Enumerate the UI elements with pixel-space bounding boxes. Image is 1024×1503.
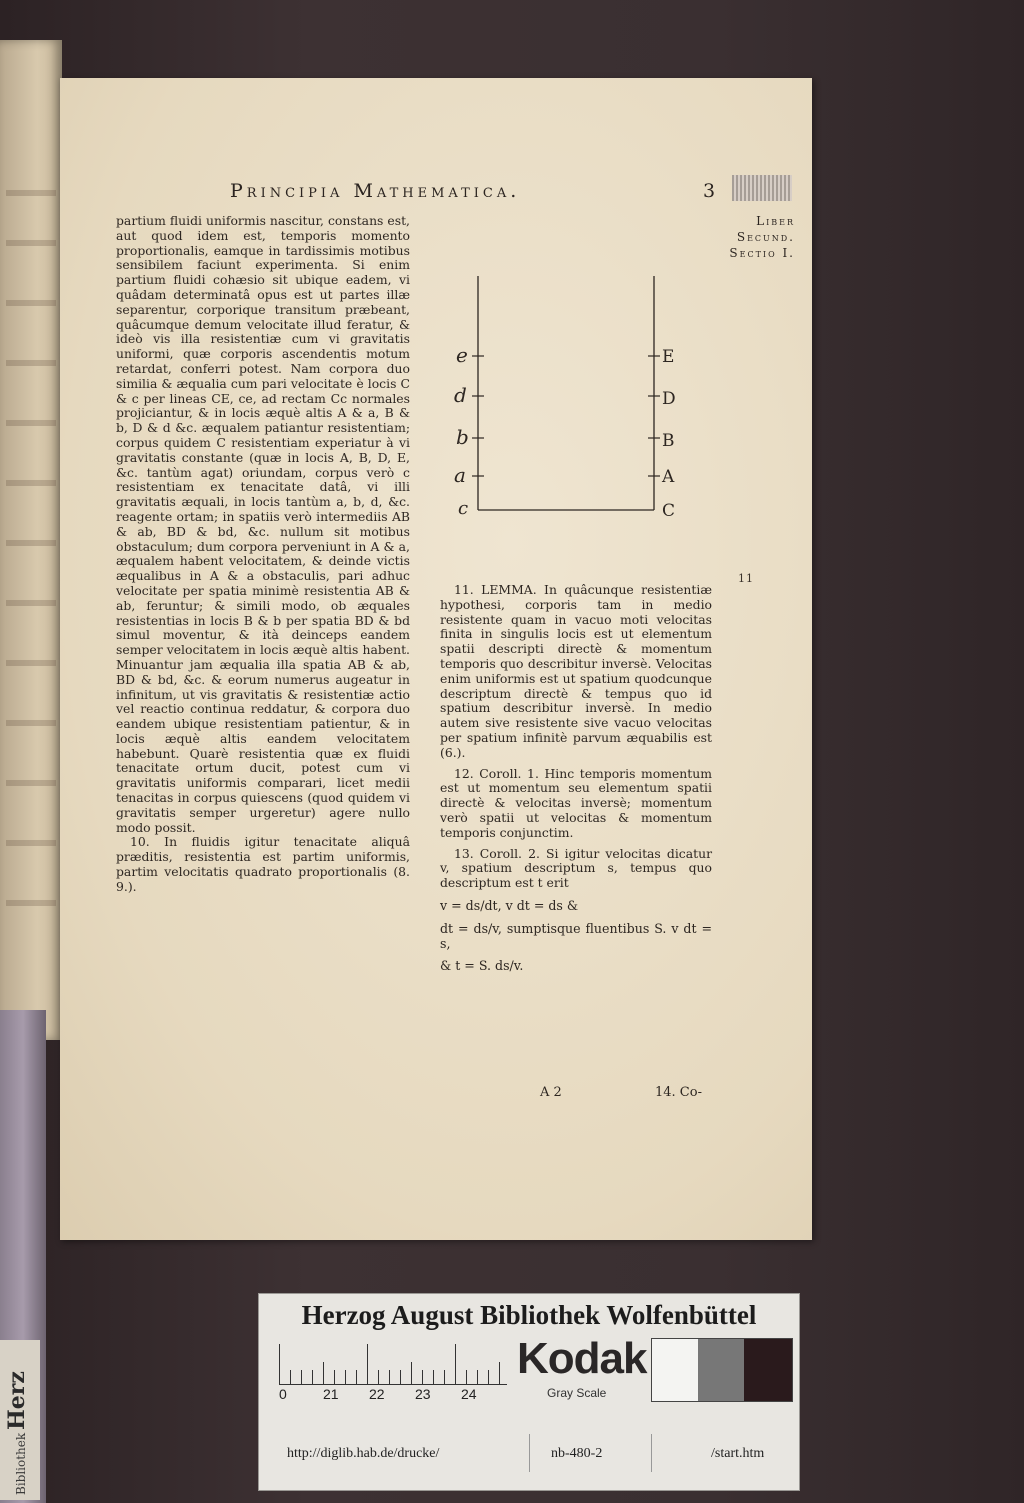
library-title: Herzog August Bibliothek Wolfenbüttel — [301, 1300, 757, 1330]
page-number: 3 — [703, 180, 716, 202]
url-left: http://diglib.hab.de/drucke/ — [287, 1446, 440, 1461]
paragraph-9: partium fluidi uniformis nascitur, constans est, aut quod idem est, temporis momento proportionalis, eamque in tardissimis motibus sensibilem faciunt experimenta. Si enim partium fluidi cohæsio sit ubique eadem, vi quâdam determinatâ opus est ut partes illæ separentur, corporique transitum præbeant, quâcumque demum velocitate illud feratur, & ideò vis illa resistentiæ cum vi gravitatis uniformi, quæ corporis ascendentis motum retardat, conferri potest. Nam corpora duo similia & æqualia cum pari velocitate è locis C & c per lineas CE, ce, ad rectam Cc normales projiciantur, & in locis æquè altis A & a, B & b, D & d &c. æqualem patiantur resistentiam; corpus quidem C resistentiam experiatur à vi gravitatis constante (quæ in locis A, B, D, E, &c. tantùm agat) oriundam, corpus verò c resistentiam ex tenacitate datâ, vi illi gravitatis æquali, in locis tantùm a, b, d, &c. reagente ortam; in spatiis verò intermediis AB & ab, BD & bd, &c. nullum sit motibus obstaculum; dum corpora perveniunt in A & a, æqualem habent velocitatem, & deinde victis æqualibus in A & a obstaculis, pari adhuc velocitate per spatia minimè resistentia AB & ab, feruntur; & simili modo, ob æquales resistentias in locis B & b per spatia BD & bd simul moventur, & ità deinceps eandem semper velocitatem in locis æquè altis habent. Minuantur jam æqualia illa spatia AB & ab, BD & bd, &c. & eorum numerus augeatur in infinitum, ut vis gravitatis & resistentiæ actio vel reactio continua reddatur, & corpora duo eandem ubique resistentiam patientur, & in locis æquè altis eandem velocitatem habebunt. Quarè resistentia quæ ex fluidi tenacitate ortum ducit, potest cum vi gravitatis uniformis comparari, licet medii tenacitas in corpus quiescens (quod quidem vi gravitatis semper urgeretur) agere nullo modo possit. — [116, 213, 410, 835]
margin-head — [700, 213, 795, 261]
right-text-column — [440, 583, 712, 982]
margin-head-book: Liber — [756, 214, 795, 228]
margin-head-secund: Secund. — [736, 230, 795, 244]
corollary-13: 13. Coroll. 2. Si igitur velocitas dicatur v, spatium descriptum s, tempus quo descriptum est t erit — [440, 845, 712, 891]
equation-1: v = ds/dt, v dt = ds & — [440, 897, 579, 913]
strip-divider — [529, 1434, 530, 1472]
side-number: 11 — [738, 572, 754, 585]
left-text-column — [116, 214, 410, 895]
label-A: A — [662, 467, 675, 487]
margin-head-section: Sectio I. — [729, 246, 795, 260]
label-E: E — [662, 347, 675, 367]
url-mid: nb-480-2 — [551, 1446, 603, 1461]
resistance-diagram — [440, 268, 700, 528]
url-right: /start.htm — [711, 1446, 765, 1461]
ruler-label-24: 24 — [461, 1386, 477, 1402]
label-C: C — [662, 501, 676, 521]
label-B: B — [662, 431, 675, 451]
ruler-label-23: 23 — [415, 1386, 431, 1402]
label-c: c — [458, 498, 469, 519]
spine-subtext: Bibliothek — [14, 1432, 28, 1495]
library-color-strip — [258, 1293, 800, 1491]
paragraph-10: 10. In fluidis igitur tenacitate aliquâ præditis, resistentia est partim uniformis, partim velocitatis quadrato proportionalis (8. 9.). — [116, 834, 410, 894]
label-D: D — [662, 389, 676, 409]
strip-divider — [651, 1434, 652, 1472]
adjacent-page-edge — [0, 40, 62, 1040]
signature-mark: A 2 — [540, 1085, 562, 1100]
kodak-logo: Kodak — [517, 1334, 647, 1383]
equation-3: & t = S. ds/v. — [440, 958, 524, 974]
gray-scale-swatches — [651, 1338, 793, 1402]
catchword: 14. Co- — [655, 1085, 702, 1100]
gray-scale-label: Gray Scale — [547, 1386, 607, 1400]
spine-text: Herz — [4, 1371, 30, 1430]
ruler — [279, 1338, 507, 1385]
ruler-labels — [279, 1386, 519, 1406]
ruler-label-21: 21 — [323, 1386, 339, 1402]
corollary-12: 12. Coroll. 1. Hinc temporis momentum est ut momentum seu elementum spatii directè & velocitas inversè; momentum verò spatii ut velocitas & momentum temporis conjunctim. — [440, 765, 712, 840]
ruler-label-22: 22 — [369, 1386, 385, 1402]
label-e: e — [456, 343, 468, 367]
label-b: b — [456, 425, 469, 449]
ruler-label-0: 0 — [279, 1386, 287, 1402]
equation-2: dt = ds/v, sumptisque fluentibus S. v dt = s, — [440, 920, 712, 951]
library-stamp — [732, 175, 792, 201]
running-head: Principia Mathematica. — [230, 180, 521, 202]
label-d: d — [454, 383, 467, 407]
lemma-11: 11. LEMMA. In quâcunque resistentiæ hypothesi, corporis tam in medio resistente quam in vacuo moti velocitas finita in singulis locis est ut elementum spatii descripti directè & momentum temporis quo describitur inversè. Velocitas enim uniformis est ut spatium quodcunque descriptum directè & tempus quo id spatium describitur inversè. In medio autem sive resistente sive vacuo velocitas per spatium infinitè parvum æquabilis est (6.). — [440, 582, 712, 760]
label-a: a — [454, 463, 466, 487]
